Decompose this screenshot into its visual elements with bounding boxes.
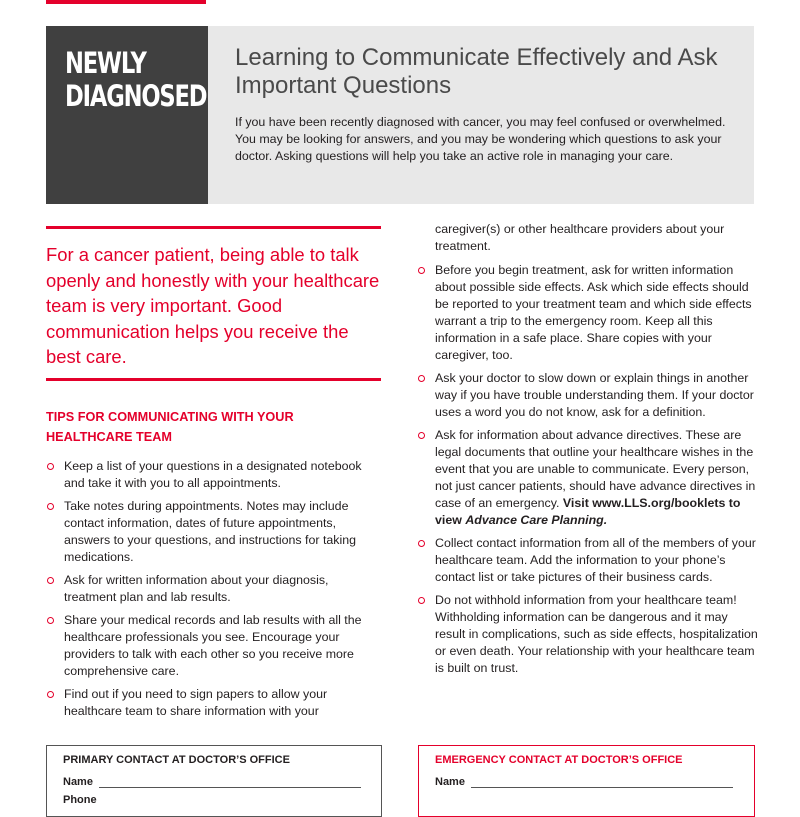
tips-list-left bbox=[46, 458, 384, 726]
bullet-icon bbox=[47, 691, 54, 698]
pullquote-top-rule bbox=[46, 226, 381, 229]
bullet-icon bbox=[47, 617, 54, 624]
phone-label: Phone bbox=[63, 794, 97, 806]
name-label: Name bbox=[435, 776, 465, 788]
list-item: Ask for written information about your diagnosis, treatment plan and lab results. bbox=[46, 572, 384, 606]
primary-contact-box bbox=[46, 745, 382, 817]
bullet-icon bbox=[418, 540, 425, 547]
newly-diagnosed-badge bbox=[46, 26, 208, 204]
bullet-icon bbox=[418, 432, 425, 439]
list-item: Take notes during appointments. Notes may include contact information, dates of future appointments, answers to your questions, and instructions for taking medications. bbox=[46, 498, 384, 566]
continued-text: caregiver(s) or other healthcare providers about your treatment. bbox=[435, 222, 725, 253]
list-item: Ask your doctor to slow down or explain things in another way if you have trouble understanding them. If your doctor uses a word you do not know, ask for a definition. bbox=[417, 370, 759, 421]
bullet-icon bbox=[47, 463, 54, 470]
list-item: Before you begin treatment, ask for written information about possible side effects. Ask which side effects should be reported to your treatment team and which side effects warrant a trip to the emergency room. Keep all this information in a safe place. Share copies with your caregiver, too. bbox=[417, 262, 759, 364]
booklet-title: Advance Care Planning. bbox=[465, 513, 608, 527]
booklets-link[interactable]: Visit www.LLS.org/booklets to view bbox=[435, 496, 741, 527]
name-field[interactable] bbox=[471, 787, 733, 788]
pullquote: For a cancer patient, being able to talk openly and honestly with your healthcare team is very important. Good communication helps you receive the best care. bbox=[46, 244, 380, 368]
bullet-icon bbox=[47, 503, 54, 510]
badge-text: NEWLY DIAGNOSED bbox=[65, 46, 207, 113]
page-title: Learning to Communicate Effectively and Ask Important Questions bbox=[235, 44, 718, 99]
top-accent-bar bbox=[46, 0, 206, 4]
list-item: Keep a list of your questions in a designated notebook and take it with you to all appointments. bbox=[46, 458, 384, 492]
list-item: Find out if you need to sign papers to allow your healthcare team to share information with your bbox=[46, 686, 384, 720]
primary-contact-title: PRIMARY CONTACT AT DOCTOR’S OFFICE bbox=[63, 754, 290, 766]
tips-heading: TIPS FOR COMMUNICATING WITH YOUR HEALTHCARE TEAM bbox=[46, 410, 294, 444]
bullet-icon bbox=[47, 577, 54, 584]
emergency-contact-box bbox=[418, 745, 755, 817]
list-item: Ask for information about advance directives. These are legal documents that outline your healthcare wishes in the event that you are unable to communicate. Every person, not just cancer patients, should have advance directives in case of an emergency. Visit www.LLS.org/booklets to view Advance Care Planning. bbox=[417, 427, 759, 529]
list-item: Do not withhold information from your healthcare team! Withholding information can be dangerous and it may result in complications, such as side effects, hospitalization or even death. Your relationship with your healthcare team is built on trust. bbox=[417, 592, 759, 677]
name-label: Name bbox=[63, 776, 93, 788]
name-field[interactable] bbox=[99, 787, 361, 788]
intro-paragraph: If you have been recently diagnosed with cancer, you may feel confused or overwhelmed. You may be looking for answers, and you may be wondering which questions to ask your doctor. Asking questions will help you take an active role in managing your care. bbox=[235, 115, 726, 163]
emergency-contact-title: EMERGENCY CONTACT AT DOCTOR’S OFFICE bbox=[435, 754, 683, 766]
pullquote-bottom-rule bbox=[46, 378, 381, 381]
list-item: Share your medical records and lab results with all the healthcare professionals you see. Encourage your providers to talk with each other so you receive more comprehensive care. bbox=[46, 612, 384, 680]
list-item: Collect contact information from all of the members of your healthcare team. Add the information to your phone’s contact list or take pictures of their business cards. bbox=[417, 535, 759, 586]
bullet-icon bbox=[418, 597, 425, 604]
bullet-icon bbox=[418, 375, 425, 382]
header-panel bbox=[46, 26, 754, 204]
bullet-icon bbox=[418, 267, 425, 274]
tips-list-right bbox=[417, 262, 759, 683]
